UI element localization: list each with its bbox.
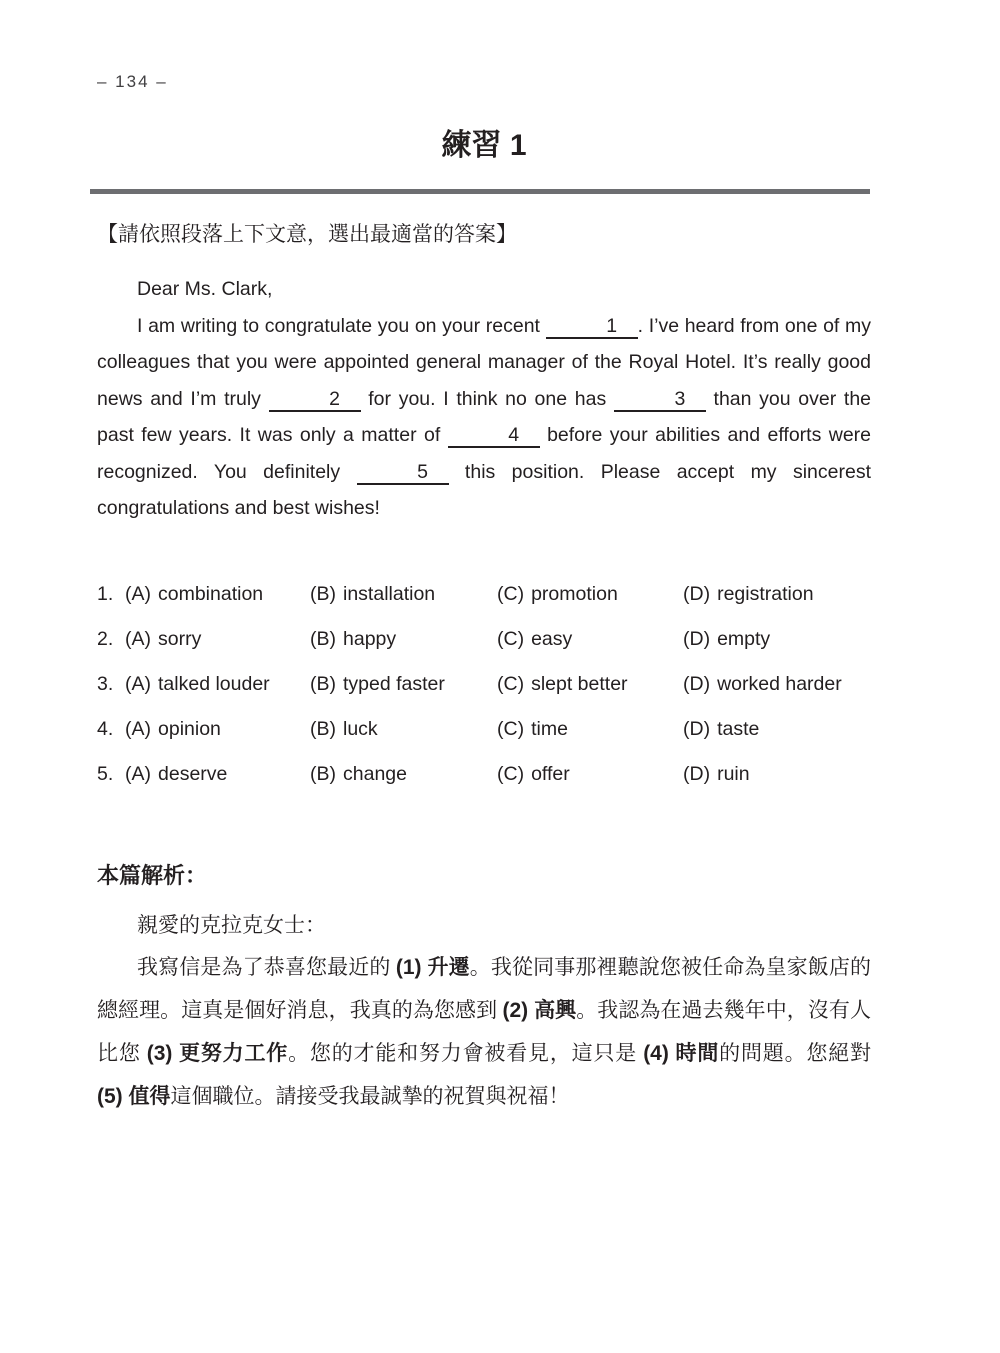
option-text: time bbox=[531, 717, 568, 740]
option-1D bbox=[683, 584, 871, 605]
option-5D bbox=[683, 764, 871, 785]
analysis-heading: 本篇解析： bbox=[97, 862, 208, 888]
option-text: ruin bbox=[717, 762, 750, 785]
option-2D bbox=[683, 629, 871, 650]
letter-text: I am writing to congratulate you on your recent bbox=[137, 314, 546, 337]
analysis-text: 。我從同事那裡聽說您被任命為皇家飯店的總經理。這真是個好消息，我真的為您感到 bbox=[97, 954, 871, 1022]
option-text: empty bbox=[717, 627, 771, 650]
analysis-greeting: 親愛的克拉克女士： bbox=[137, 912, 326, 937]
analysis-text: 的問題。您絕對 bbox=[719, 1040, 872, 1065]
option-label: (B) bbox=[310, 582, 336, 605]
option-5B bbox=[310, 764, 497, 785]
letter-text: before your abilities and efforts were recognized. You definitely bbox=[97, 424, 872, 483]
analysis-answer-5: (5) 值得 bbox=[97, 1084, 171, 1108]
question-number: 2. bbox=[97, 627, 114, 650]
horizontal-rule bbox=[90, 189, 870, 194]
blank-4 bbox=[448, 424, 540, 448]
option-label: (A) bbox=[125, 717, 151, 740]
option-4A bbox=[125, 719, 310, 740]
analysis-paragraph bbox=[97, 946, 871, 1118]
analysis-text: 這個職位。請接受我最誠摯的祝賀與祝福！ bbox=[170, 1083, 570, 1108]
option-2B bbox=[310, 629, 497, 650]
option-text: talked louder bbox=[158, 672, 270, 695]
letter-passage bbox=[97, 271, 871, 527]
analysis-section bbox=[97, 904, 871, 1118]
option-label: (C) bbox=[497, 762, 525, 785]
question-number: 4. bbox=[97, 717, 114, 740]
blank-5 bbox=[357, 461, 449, 485]
option-label: (B) bbox=[310, 627, 336, 650]
blank-1 bbox=[546, 315, 638, 339]
option-label: (D) bbox=[683, 717, 711, 740]
exercise-instruction: 【請依照段落上下文意，選出最適當的答案】 bbox=[97, 222, 517, 246]
blank-number: 3 bbox=[674, 387, 686, 410]
option-2C bbox=[497, 629, 683, 650]
question-row-5 bbox=[97, 764, 871, 785]
option-5C bbox=[497, 764, 683, 785]
option-text: registration bbox=[717, 582, 814, 605]
option-2A bbox=[125, 629, 310, 650]
option-label: (D) bbox=[683, 672, 711, 695]
option-label: (B) bbox=[310, 762, 336, 785]
option-1B bbox=[310, 584, 497, 605]
blank-2 bbox=[269, 388, 361, 412]
analysis-text: 。我認為在過去幾年中，沒有人比您 bbox=[97, 997, 871, 1065]
option-label: (A) bbox=[125, 762, 151, 785]
option-text: taste bbox=[717, 717, 760, 740]
option-text: luck bbox=[343, 717, 378, 740]
option-label: (C) bbox=[497, 582, 525, 605]
option-1C bbox=[497, 584, 683, 605]
letter-text: this position. Please accept my sincerest congratulations and best wishes! bbox=[97, 460, 871, 519]
letter-salutation: Dear Ms. Clark, bbox=[137, 278, 273, 300]
question-number: 1. bbox=[97, 582, 114, 605]
question-number: 5. bbox=[97, 762, 114, 785]
question-number: 3. bbox=[97, 672, 114, 695]
option-label: (B) bbox=[310, 672, 336, 695]
option-text: worked harder bbox=[717, 672, 842, 695]
option-label: (C) bbox=[497, 717, 525, 740]
option-text: deserve bbox=[158, 762, 228, 785]
option-text: opinion bbox=[158, 717, 221, 740]
option-label: (C) bbox=[497, 627, 525, 650]
letter-text: than you over the past few years. It was only a matter of bbox=[97, 387, 872, 446]
page-title: 練習 1 bbox=[441, 129, 527, 162]
option-3D bbox=[683, 674, 871, 695]
option-4C bbox=[497, 719, 683, 740]
analysis-answer-2: (2) 高興 bbox=[502, 998, 577, 1022]
option-label: (D) bbox=[683, 762, 711, 785]
option-label: (A) bbox=[125, 672, 151, 695]
option-label: (B) bbox=[310, 717, 336, 740]
option-3A bbox=[125, 674, 310, 695]
question-row-4 bbox=[97, 719, 871, 740]
analysis-text: 我寫信是為了恭喜您最近的 bbox=[137, 954, 396, 979]
option-label: (A) bbox=[125, 582, 151, 605]
question-row-2 bbox=[97, 629, 871, 650]
option-4B bbox=[310, 719, 497, 740]
analysis-answer-1: (1) 升遷 bbox=[395, 955, 470, 979]
letter-paragraph bbox=[97, 308, 871, 527]
option-text: offer bbox=[531, 762, 570, 785]
blank-number: 2 bbox=[329, 387, 341, 410]
question-options bbox=[97, 584, 871, 785]
option-label: (C) bbox=[497, 672, 525, 695]
blank-number: 5 bbox=[417, 460, 428, 483]
option-text: change bbox=[343, 762, 407, 785]
page-content bbox=[97, 0, 871, 1118]
option-3B bbox=[310, 674, 497, 695]
letter-text: . I’ve heard from one of my colleagues that you were appointed general manager of the Royal Hotel. It’s really good news and I’m truly bbox=[97, 314, 871, 410]
option-1A bbox=[125, 584, 310, 605]
blank-number: 4 bbox=[508, 424, 520, 446]
question-row-1 bbox=[97, 584, 871, 605]
option-text: sorry bbox=[158, 627, 202, 650]
question-row-3 bbox=[97, 674, 871, 695]
option-text: promotion bbox=[531, 582, 618, 605]
option-3C bbox=[497, 674, 683, 695]
option-5A bbox=[125, 764, 310, 785]
option-label: (A) bbox=[125, 627, 151, 650]
blank-number: 1 bbox=[606, 314, 618, 337]
analysis-answer-4: (4) 時間 bbox=[643, 1041, 720, 1065]
option-4D bbox=[683, 719, 871, 740]
option-text: happy bbox=[343, 627, 397, 650]
option-text: combination bbox=[158, 582, 264, 605]
analysis-text: 。您的才能和努力會被看見，這只是 bbox=[288, 1040, 644, 1065]
analysis-answer-3: (3) 更努力工作 bbox=[146, 1041, 289, 1065]
option-label: (D) bbox=[683, 627, 711, 650]
option-text: installation bbox=[343, 582, 436, 605]
option-label: (D) bbox=[683, 582, 711, 605]
option-text: slept better bbox=[531, 672, 628, 695]
letter-text: for you. I think no one has bbox=[360, 387, 614, 410]
option-text: typed faster bbox=[343, 672, 445, 695]
blank-3 bbox=[614, 388, 706, 412]
option-text: easy bbox=[531, 627, 573, 650]
page-number: – 134 – bbox=[97, 72, 168, 91]
